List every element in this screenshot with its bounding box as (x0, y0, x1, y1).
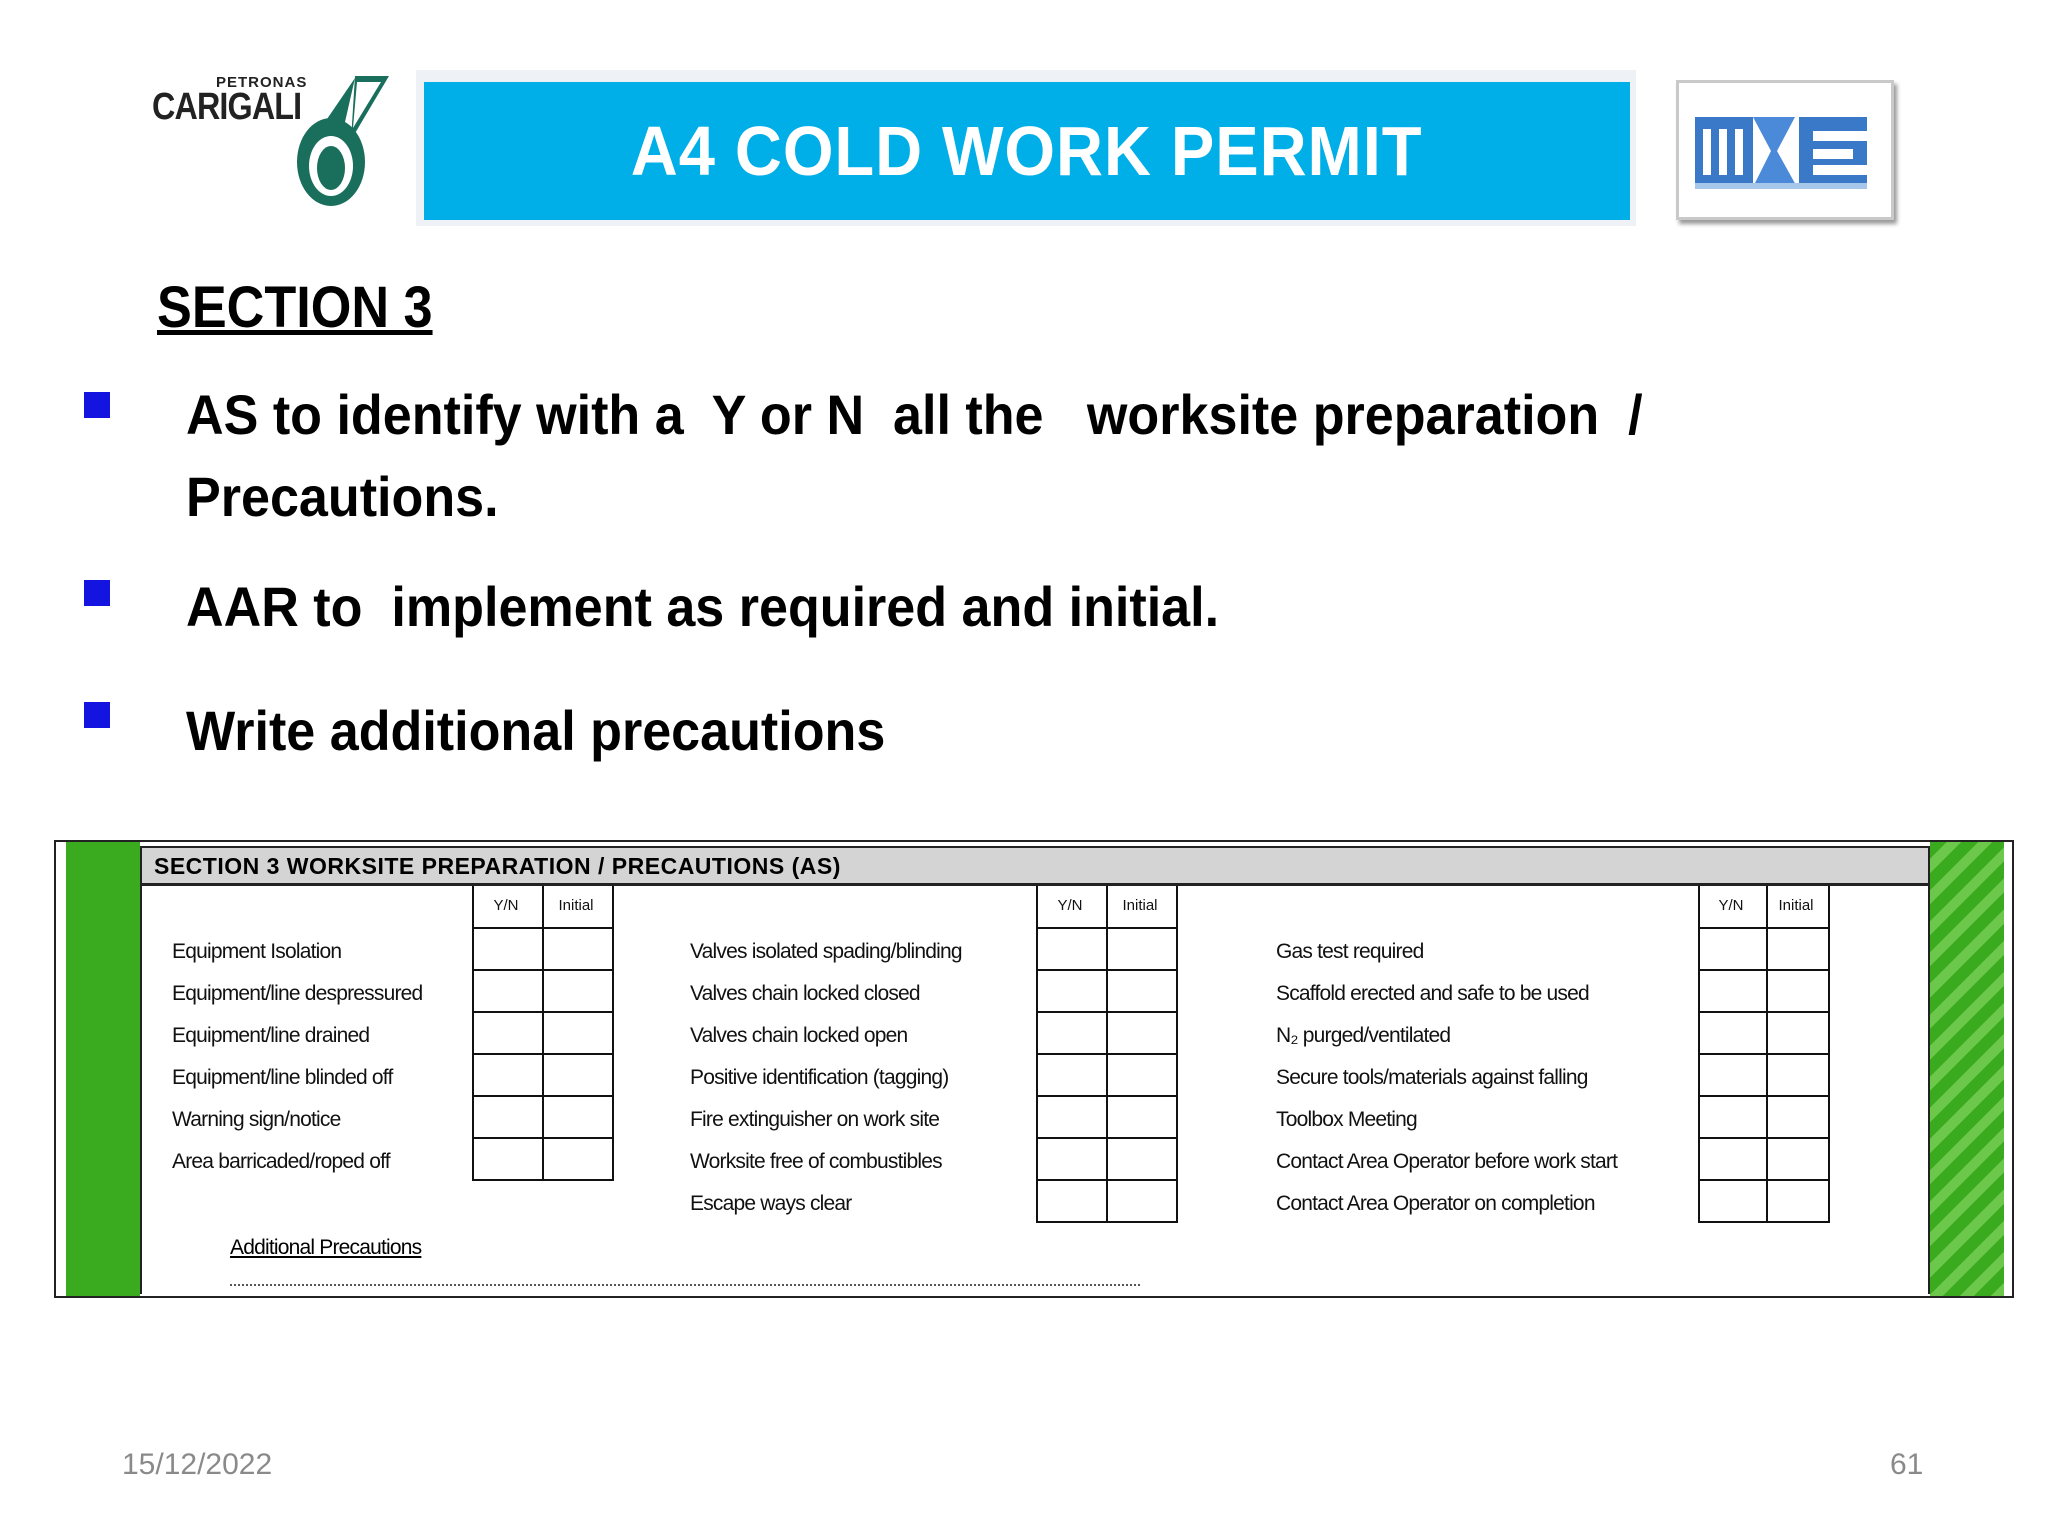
yn-cell[interactable] (1037, 1138, 1107, 1180)
form-body (140, 846, 1930, 1294)
initial-cell[interactable] (1107, 1012, 1177, 1054)
initial-cell[interactable] (1107, 1180, 1177, 1222)
title-banner (424, 82, 1630, 220)
yn-cell[interactable] (1699, 970, 1767, 1012)
logo-small-text: PETRONAS (216, 74, 308, 91)
checkbox-grid (472, 886, 614, 1181)
yn-cell[interactable] (1037, 1012, 1107, 1054)
initial-header: Initial (558, 897, 594, 914)
checklist-item: Toolbox Meeting (1276, 1108, 1417, 1131)
checklist-item: Equipment/line drained (172, 1024, 370, 1047)
checklist-item: Valves chain locked closed (690, 982, 920, 1005)
initial-cell[interactable] (1767, 1054, 1829, 1096)
yn-header: Y/N (493, 897, 519, 914)
yn-cell[interactable] (473, 1096, 543, 1138)
checklist-item: Secure tools/materials against falling (1276, 1066, 1588, 1089)
checklist-item: Fire extinguisher on work site (690, 1108, 940, 1131)
initial-cell[interactable] (1767, 928, 1829, 970)
initial-cell[interactable] (1767, 1012, 1829, 1054)
page-number: 61 (1890, 1448, 1924, 1481)
yn-cell[interactable] (1699, 1054, 1767, 1096)
yn-cell[interactable] (473, 1138, 543, 1180)
petronas-carigali-logo (150, 70, 390, 210)
yn-cell[interactable] (1037, 1096, 1107, 1138)
checklist-item: Escape ways clear (690, 1192, 852, 1215)
yn-cell[interactable] (1699, 928, 1767, 970)
checklist-item: Worksite free of combustibles (690, 1150, 942, 1173)
checklist-item: Equipment Isolation (172, 940, 342, 963)
yn-cell[interactable] (1037, 1054, 1107, 1096)
bullet-square-icon (84, 580, 110, 606)
logo-big-text: CARIGALI (152, 86, 302, 128)
checklist-item: Warning sign/notice (172, 1108, 341, 1131)
page-title: A4 COLD WORK PERMIT (631, 112, 1423, 190)
bullet-square-icon (84, 392, 110, 418)
checklist-item: Gas test required (1276, 940, 1424, 963)
initial-cell[interactable] (1107, 1054, 1177, 1096)
checklist-item: Area barricaded/roped off (172, 1150, 390, 1173)
initial-cell[interactable] (543, 1012, 613, 1054)
initial-cell[interactable] (543, 928, 613, 970)
petronas-drop-icon (285, 70, 395, 210)
hse-logo (1676, 80, 1894, 220)
yn-cell[interactable] (473, 928, 543, 970)
initial-cell[interactable] (1767, 1180, 1829, 1222)
checklist-item: Valves isolated spading/blinding (690, 940, 962, 963)
yn-header: Y/N (1718, 897, 1744, 914)
yn-cell[interactable] (1699, 1138, 1767, 1180)
initial-cell[interactable] (543, 1054, 613, 1096)
initial-cell[interactable] (1107, 970, 1177, 1012)
yn-cell[interactable] (1699, 1096, 1767, 1138)
initial-header: Initial (1778, 897, 1814, 914)
initial-cell[interactable] (1107, 928, 1177, 970)
section-heading: SECTION 3 (157, 275, 433, 340)
initial-cell[interactable] (1767, 970, 1829, 1012)
hse-logo-icon (1695, 99, 1875, 199)
checklist-item: N₂ purged/ventilated (1276, 1024, 1451, 1047)
checklist-item: Contact Area Operator before work start (1276, 1150, 1618, 1173)
initial-header: Initial (1122, 897, 1158, 914)
footer-date: 15/12/2022 (122, 1448, 273, 1481)
yn-cell[interactable] (473, 1054, 543, 1096)
yn-cell[interactable] (1699, 1180, 1767, 1222)
initial-cell[interactable] (1767, 1096, 1829, 1138)
initial-cell[interactable] (1107, 1096, 1177, 1138)
initial-cell[interactable] (543, 1096, 613, 1138)
checklist-item: Valves chain locked open (690, 1024, 908, 1047)
permit-form-section-3 (54, 840, 2014, 1298)
yn-cell[interactable] (473, 970, 543, 1012)
initial-cell[interactable] (543, 1138, 613, 1180)
form-section-title: SECTION 3 WORKSITE PREPARATION / PRECAUTIONS (AS) (142, 848, 1928, 886)
yn-cell[interactable] (1699, 1012, 1767, 1054)
initial-cell[interactable] (1107, 1138, 1177, 1180)
checklist-item: Contact Area Operator on completion (1276, 1192, 1595, 1215)
yn-cell[interactable] (1037, 1180, 1107, 1222)
checklist-item: Scaffold erected and safe to be used (1276, 982, 1589, 1005)
bullet-square-icon (84, 702, 110, 728)
form-border-left (66, 842, 140, 1296)
checkbox-grid (1698, 886, 1830, 1223)
yn-cell[interactable] (473, 1012, 543, 1054)
bullet-text: AAR to implement as required and initial. (186, 575, 1220, 638)
yn-cell[interactable] (1037, 970, 1107, 1012)
initial-cell[interactable] (1767, 1138, 1829, 1180)
bullet-text: Write additional precautions (186, 699, 886, 762)
bullet-text: AS to identify with a Y or N all the worksite preparation / Precautions. (186, 383, 1658, 528)
checklist-item: Positive identification (tagging) (690, 1066, 949, 1089)
form-border-right (1930, 842, 2004, 1296)
checklist-item: Equipment/line despressured (172, 982, 423, 1005)
additional-precautions-line[interactable] (230, 1284, 1140, 1286)
checkbox-grid (1036, 886, 1178, 1223)
checklist-item: Equipment/line blinded off (172, 1066, 393, 1089)
yn-header: Y/N (1057, 897, 1083, 914)
initial-cell[interactable] (543, 970, 613, 1012)
additional-precautions-label: Additional Precautions (230, 1236, 422, 1259)
yn-cell[interactable] (1037, 928, 1107, 970)
